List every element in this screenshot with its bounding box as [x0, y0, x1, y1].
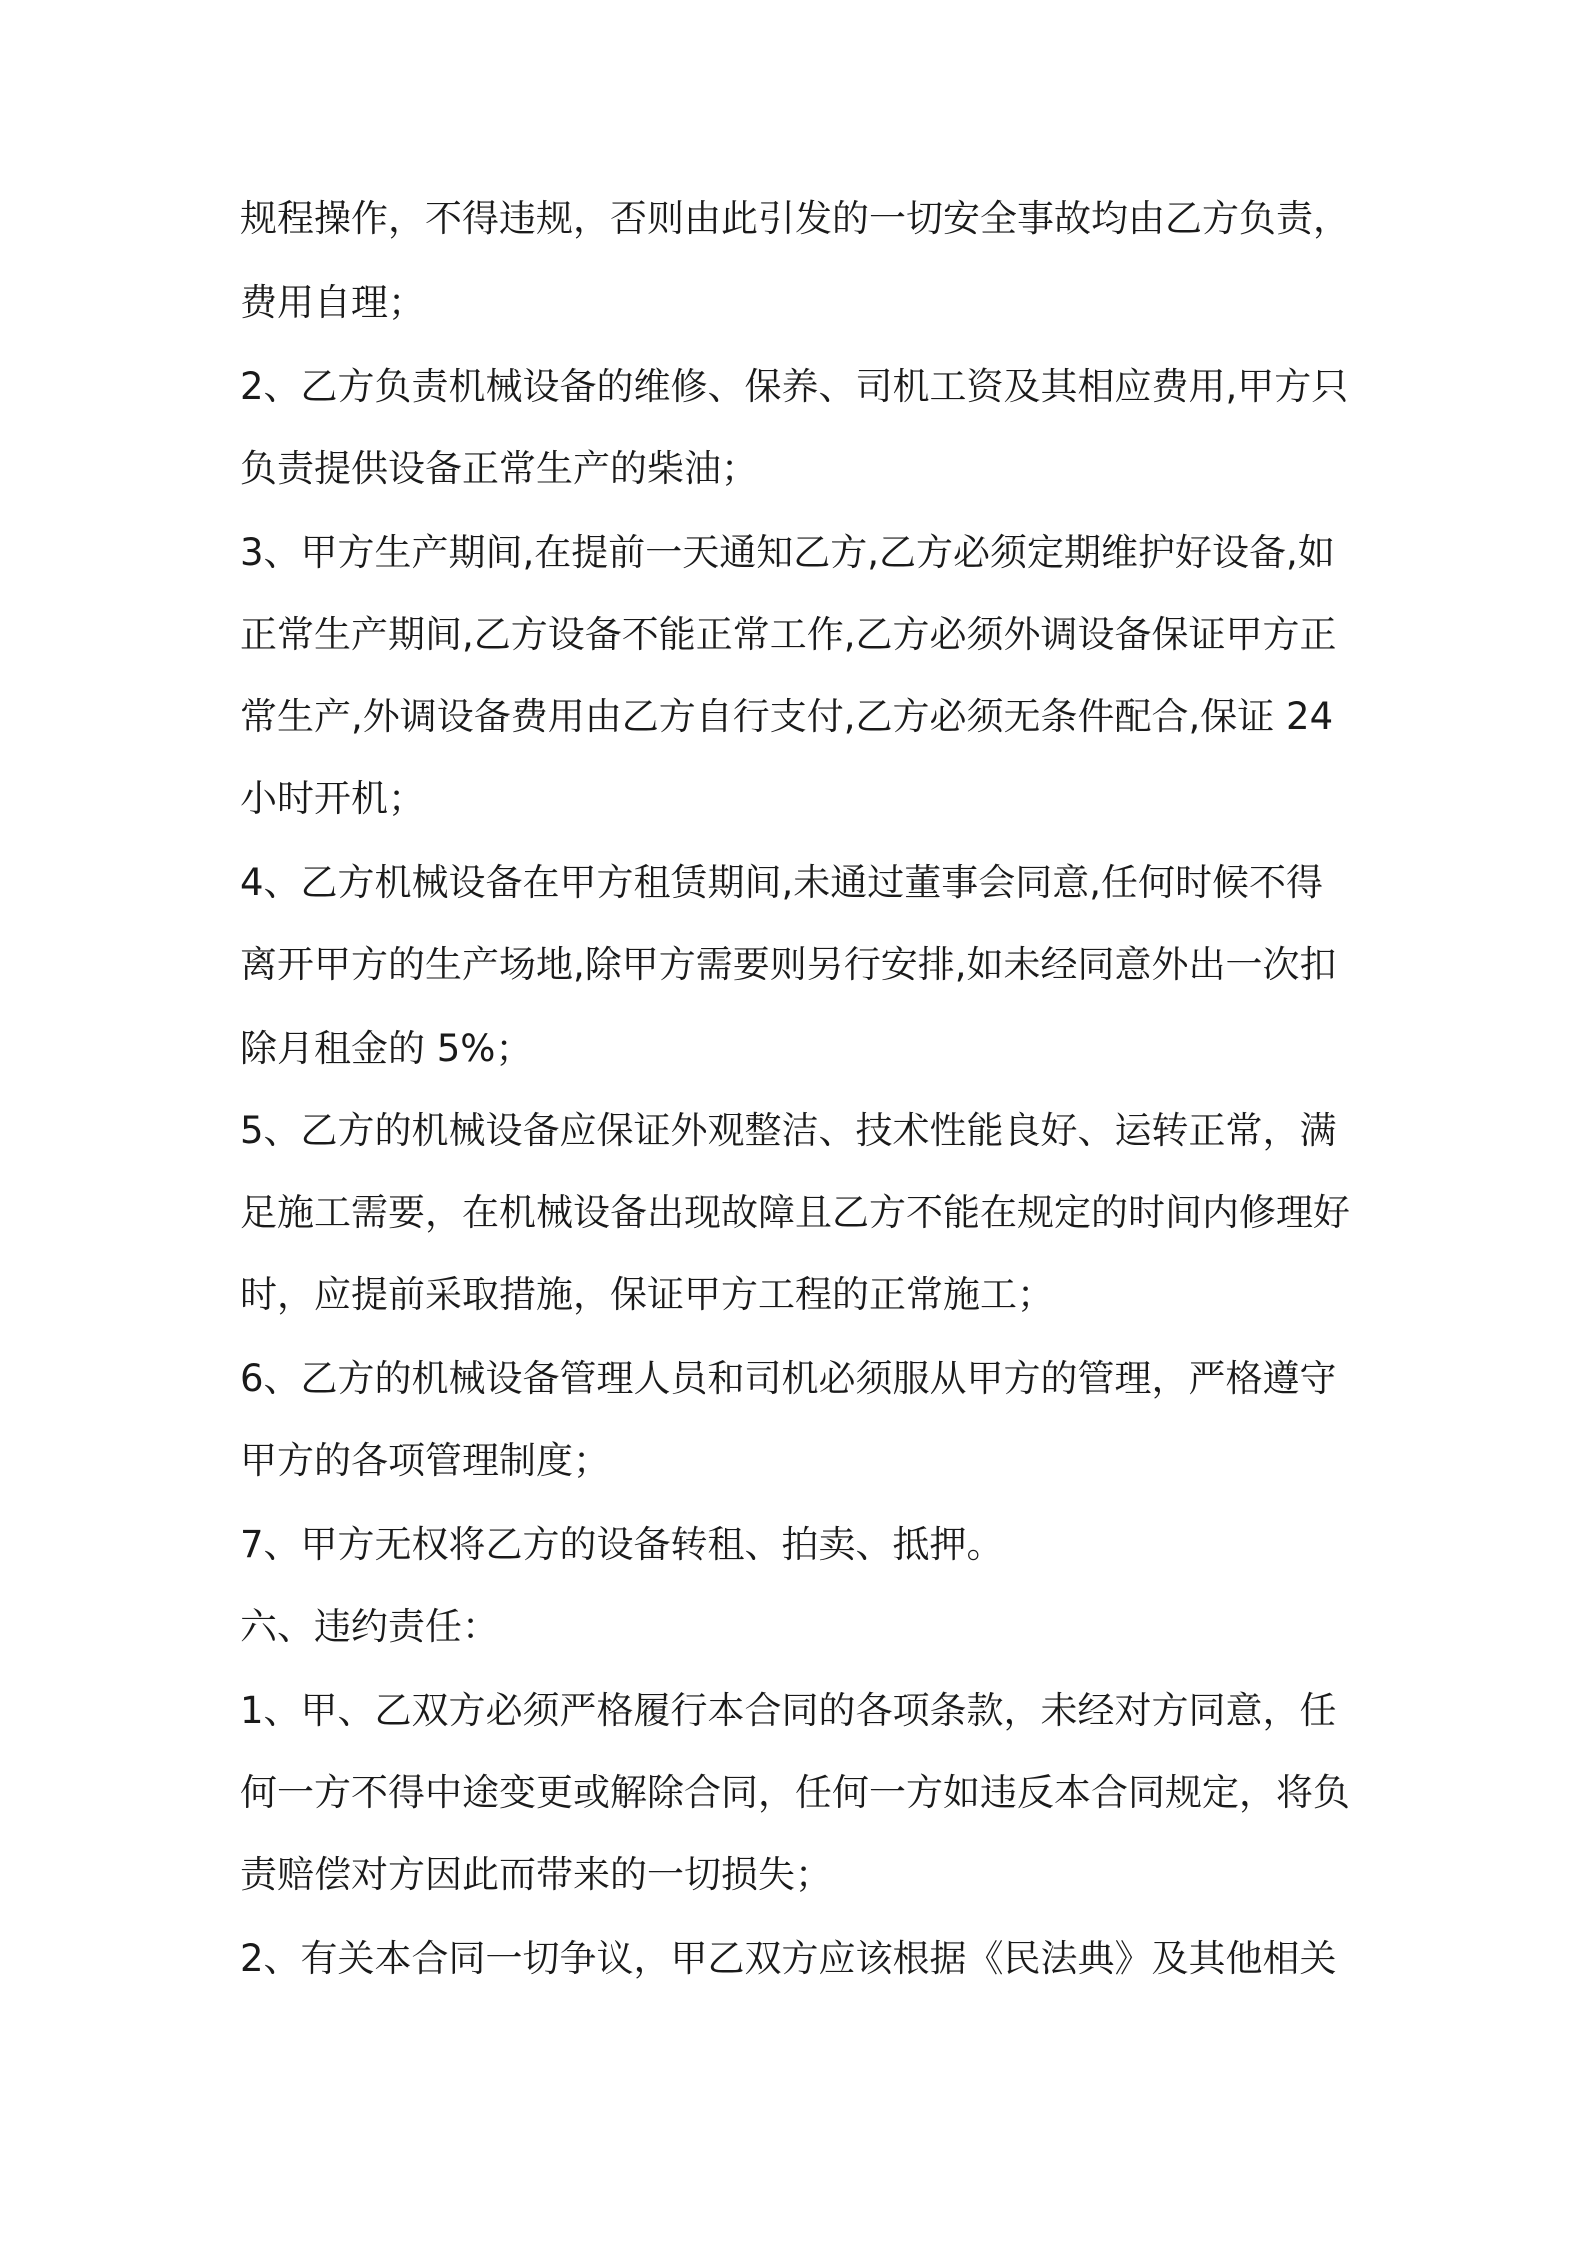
text-line: 小时开机；	[240, 777, 425, 820]
text-line: 规程操作，不得违规，否则由此引发的一切安全事故均由乙方负责，	[240, 197, 1350, 240]
text-line: 2、有关本合同一切争议，甲乙双方应该根据《民法典》及其他相关	[240, 1937, 1337, 1980]
text-line: 正常生产期间,乙方设备不能正常工作,乙方必须外调设备保证甲方正	[240, 613, 1337, 656]
text-line: 责赔偿对方因此而带来的一切损失；	[240, 1853, 832, 1896]
text-line: 2、乙方负责机械设备的维修、保养、司机工资及其相应费用,甲方只	[240, 365, 1349, 408]
text-line: 常生产,外调设备费用由乙方自行支付,乙方必须无条件配合,保证 24	[240, 695, 1334, 738]
text-line: 离开甲方的生产场地,除甲方需要则另行安排,如未经同意外出一次扣	[240, 943, 1337, 986]
text-line: 何一方不得中途变更或解除合同，任何一方如违反本合同规定，将负	[240, 1771, 1350, 1814]
text-line: 甲方的各项管理制度；	[240, 1439, 610, 1482]
text-line: 3、甲方生产期间,在提前一天通知乙方,乙方必须定期维护好设备,如	[240, 531, 1335, 574]
text-line: 时，应提前采取措施，保证甲方工程的正常施工；	[240, 1273, 1054, 1316]
section-heading: 六、违约责任：	[240, 1605, 499, 1648]
text-line: 负责提供设备正常生产的柴油；	[240, 447, 758, 490]
text-line: 6、乙方的机械设备管理人员和司机必须服从甲方的管理，严格遵守	[240, 1357, 1337, 1400]
text-line: 5、乙方的机械设备应保证外观整洁、技术性能良好、运转正常，满	[240, 1109, 1337, 1152]
text-line: 1、甲、乙双方必须严格履行本合同的各项条款，未经对方同意，任	[240, 1689, 1337, 1732]
text-line: 除月租金的 5%；	[240, 1027, 533, 1070]
text-line: 7、甲方无权将乙方的设备转租、拍卖、抵押。	[240, 1523, 1004, 1566]
text-line: 费用自理；	[240, 281, 425, 324]
text-line: 足施工需要，在机械设备出现故障且乙方不能在规定的时间内修理好	[240, 1191, 1350, 1234]
text-line: 4、乙方机械设备在甲方租赁期间,未通过董事会同意,任何时候不得	[240, 861, 1324, 904]
